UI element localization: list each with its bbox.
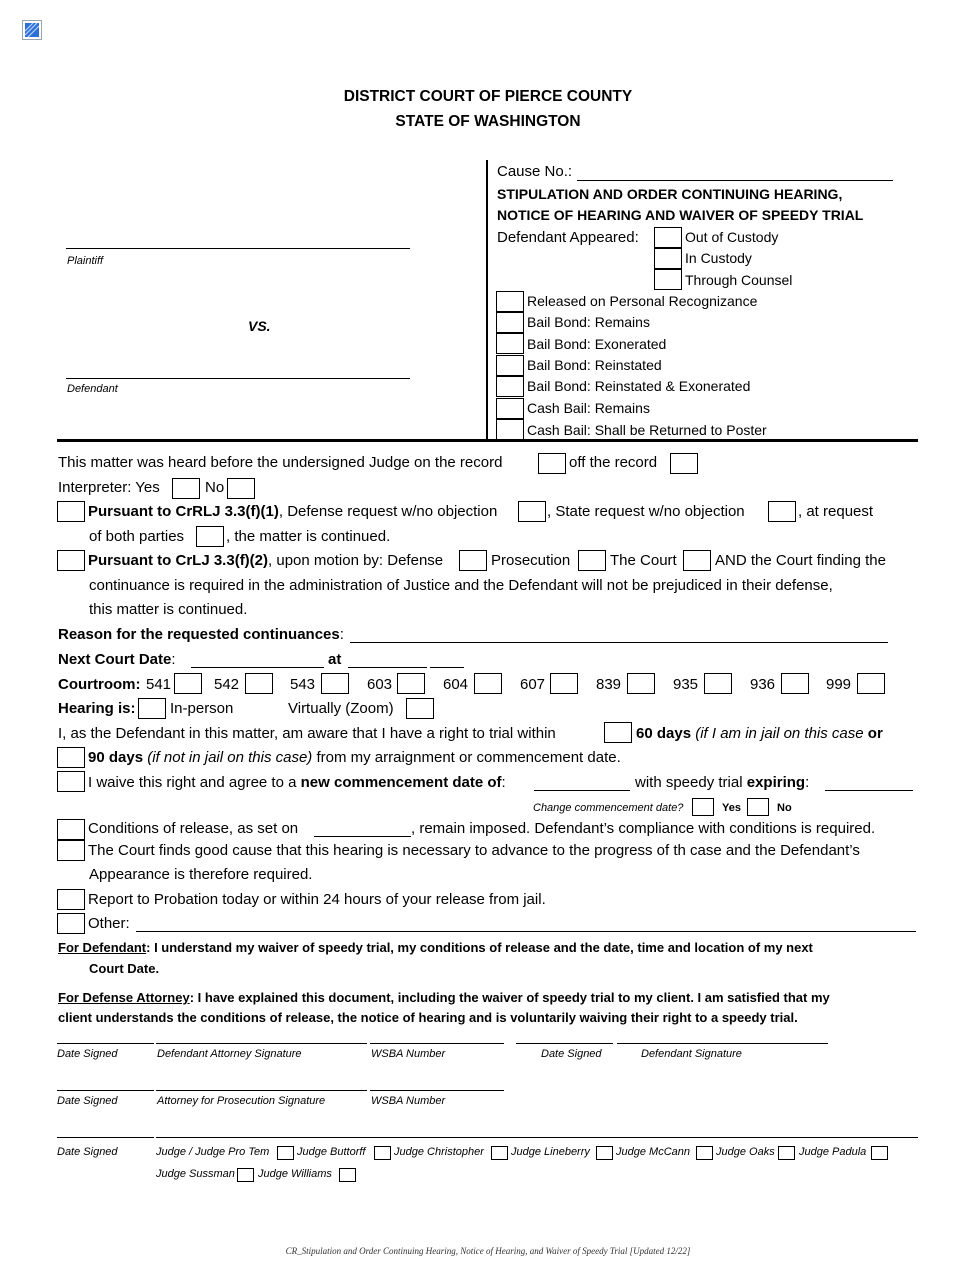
off-record-checkbox[interactable]	[670, 453, 698, 474]
state-request-label: , State request w/no objection	[547, 503, 745, 520]
courtroom-839-checkbox[interactable]	[627, 673, 655, 694]
virtual-checkbox[interactable]	[406, 698, 434, 719]
interpreter-label: Interpreter: Yes	[58, 479, 160, 496]
ninety-days-label: 90 days	[88, 749, 144, 766]
ninety-days-line	[88, 749, 621, 766]
crrlj-331-title: Pursuant to CrRLJ 3.3(f)(1)	[88, 503, 279, 520]
reason-field[interactable]	[350, 642, 888, 643]
judge-pro-tem-checkbox[interactable]	[277, 1146, 294, 1160]
in-person-checkbox[interactable]	[138, 698, 166, 719]
courtroom-number: 604	[443, 676, 469, 693]
waive-text: I waive this right and agree to a	[88, 774, 297, 791]
state-name: STATE OF WASHINGTON	[395, 113, 581, 130]
hearing-is-label: Hearing is:	[58, 700, 136, 717]
conditions-date-field[interactable]	[314, 836, 411, 837]
sixty-days-label: 60 days	[636, 725, 692, 742]
judge-option-label: Judge Buttorff	[297, 1146, 366, 1158]
prosecution-signature-field[interactable]	[156, 1090, 367, 1091]
next-court-date-colon: :	[171, 651, 176, 668]
good-cause-line1: The Court finds good cause that this hearing is necessary to advance to the progress of th case and the Defendant’s	[88, 842, 860, 859]
next-court-date-title: Next Court Date	[58, 651, 172, 668]
defendant-label: Defendant	[67, 383, 118, 395]
court-name: DISTRICT COURT OF PIERCE COUNTY	[343, 88, 633, 105]
defendant-signature-label: Defendant Signature	[641, 1048, 742, 1060]
judge-option-label: Judge Christopher	[394, 1146, 484, 1158]
defendant-signature-field[interactable]	[617, 1043, 828, 1044]
judge-padula-checkbox[interactable]	[871, 1146, 888, 1160]
expiring-date-field[interactable]	[825, 790, 913, 791]
crlj-332-title: Pursuant to CrLJ 3.3(f)(2)	[88, 552, 269, 569]
judge-option-label: Judge / Judge Pro Tem	[156, 1146, 270, 1158]
arraignment-text: from my arraignment or commencement date.	[316, 749, 621, 766]
aware-text: I, as the Defendant in this matter, am aware that I have a right to trial within	[58, 725, 556, 742]
crlj-332-line	[88, 552, 443, 569]
defendant-ack-line1	[58, 940, 813, 955]
continuance-text-line2: continuance is required in the administration of Justice and the Defendant will not be prejudiced in their defense,	[89, 577, 833, 594]
judge-option-label: Judge McCann	[616, 1146, 690, 1158]
heard-text: This matter was heard before the undersigned Judge on the record	[58, 454, 503, 471]
courtroom-number: 999	[826, 676, 852, 693]
expiring-colon: :	[805, 774, 810, 791]
change-yes-label: Yes	[722, 802, 741, 814]
courtroom-999-checkbox[interactable]	[857, 673, 885, 694]
through-counsel-label: Through Counsel	[685, 272, 793, 288]
courtroom-541-checkbox[interactable]	[174, 673, 202, 694]
defendant-ack-text: : I understand my waiver of speedy trial, my conditions of release and the date, time and location of my next	[146, 940, 813, 955]
expiring-label: expiring	[746, 774, 806, 791]
continuance-text-line3: this matter is continued.	[89, 601, 248, 618]
courtroom-number: 607	[520, 676, 546, 693]
bail-bond-reinstated-exonerated-checkbox[interactable]	[496, 376, 524, 397]
judge-option-label: Judge Oaks	[716, 1146, 775, 1158]
court-time-field[interactable]	[348, 667, 427, 668]
crlj-332-motion: , upon motion by: Defense	[268, 552, 444, 569]
plaintiff-label: Plaintiff	[67, 255, 104, 267]
courtroom-603-checkbox[interactable]	[397, 673, 425, 694]
judge-oaks-checkbox[interactable]	[778, 1146, 795, 1160]
matter-continued-label: , the matter is continued.	[226, 528, 391, 545]
reason-colon: :	[339, 626, 344, 643]
defense-attorney-signature-field[interactable]	[156, 1043, 367, 1044]
courtroom-543-checkbox[interactable]	[321, 673, 349, 694]
judge-date-signed-field[interactable]	[57, 1137, 154, 1138]
judge-option-label: Judge Sussman	[156, 1168, 235, 1180]
wsba-number-label: WSBA Number	[371, 1048, 446, 1060]
footer-text: CR_Stipulation and Order Continuing Hearing, Notice of Hearing, and Waiver of Speedy Trial [Updated 12/22]	[285, 1246, 691, 1256]
cause-no-label: Cause No.:	[497, 163, 573, 180]
on-record-checkbox[interactable]	[538, 453, 566, 474]
judge-williams-checkbox[interactable]	[339, 1168, 356, 1182]
defendant-ack-line2: Court Date.	[89, 961, 160, 976]
probation-checkbox[interactable]	[57, 889, 85, 910]
for-defendant-label: For Defendant	[58, 940, 147, 955]
cash-bail-returned-checkbox[interactable]	[496, 419, 524, 440]
for-defense-attorney-label: For Defense Attorney	[58, 990, 190, 1005]
motion-court-label: The Court	[610, 552, 677, 569]
good-cause-checkbox[interactable]	[57, 840, 85, 861]
judge-sussman-checkbox[interactable]	[237, 1168, 254, 1182]
other-checkbox[interactable]	[57, 913, 85, 934]
bail-bond-remains-checkbox[interactable]	[496, 312, 524, 333]
waive-checkbox[interactable]	[57, 771, 85, 792]
at-request-label: , at request	[798, 503, 874, 520]
cash-bail-remains-checkbox[interactable]	[496, 398, 524, 419]
courtroom-number: 603	[367, 676, 393, 693]
defense-request-checkbox[interactable]	[518, 501, 546, 522]
appeared-label: Defendant Appeared:	[497, 229, 639, 246]
other-field[interactable]	[136, 931, 916, 932]
virtual-label: Virtually (Zoom)	[288, 700, 394, 717]
other-label: Other:	[88, 915, 130, 932]
release-option-label: Bail Bond: Reinstated & Exonerated	[527, 378, 751, 394]
release-option-label: Released on Personal Recognizance	[527, 293, 758, 309]
out-of-custody-checkbox[interactable]	[654, 227, 682, 248]
crrlj-331-line	[88, 503, 497, 520]
in-custody-checkbox[interactable]	[654, 248, 682, 269]
defense-attorney-signature-label: Defendant Attorney Signature	[157, 1048, 302, 1060]
good-cause-line2: Appearance is therefore required.	[89, 866, 313, 883]
motion-prosecution-checkbox[interactable]	[578, 550, 606, 571]
motion-defense-checkbox[interactable]	[459, 550, 487, 571]
courtroom-936-checkbox[interactable]	[781, 673, 809, 694]
conditions-label: Conditions of release, as set on	[88, 820, 299, 837]
new-commencement-date-field[interactable]	[534, 790, 630, 791]
both-parties-checkbox[interactable]	[196, 526, 224, 547]
bail-bond-exonerated-checkbox[interactable]	[496, 333, 524, 354]
release-option-label: Cash Bail: Remains	[527, 400, 650, 416]
defendant-date-signed-field[interactable]	[516, 1043, 613, 1044]
change-no-label: No	[777, 802, 792, 814]
at-label: at	[328, 651, 342, 668]
waive-colon: :	[501, 774, 506, 791]
prosecution-signature-label: Attorney for Prosecution Signature	[157, 1095, 326, 1107]
through-counsel-checkbox[interactable]	[654, 269, 682, 290]
courtroom-number: 936	[750, 676, 776, 693]
courtroom-number: 935	[673, 676, 699, 693]
judge-option-label: Judge Padula	[799, 1146, 867, 1158]
release-pr-checkbox[interactable]	[496, 291, 524, 312]
conditions-checkbox[interactable]	[57, 819, 85, 840]
crrlj-331-checkbox[interactable]	[57, 501, 85, 522]
interpreter-no-label: No	[205, 479, 225, 496]
release-option-label: Bail Bond: Reinstated	[527, 357, 662, 373]
courtroom-label: Courtroom:	[58, 676, 141, 693]
judge-signature-field[interactable]	[156, 1137, 918, 1138]
courtroom-number: 541	[146, 676, 172, 693]
change-commencement-yes-checkbox[interactable]	[692, 798, 714, 816]
next-court-date-label	[58, 651, 176, 668]
wsba-number-label: WSBA Number	[371, 1095, 446, 1107]
sixty-days-checkbox[interactable]	[604, 722, 632, 743]
interpreter-yes-checkbox[interactable]	[172, 478, 200, 499]
courtroom-number: 839	[596, 676, 622, 693]
cause-no-field[interactable]	[577, 180, 893, 181]
judge-lineberry-checkbox[interactable]	[596, 1146, 613, 1160]
date-signed-label: Date Signed	[541, 1048, 602, 1060]
release-option-label: Bail Bond: Remains	[527, 314, 650, 330]
date-signed-label: Date Signed	[57, 1095, 118, 1107]
crlj-332-checkbox[interactable]	[57, 550, 85, 571]
attorney-ack-line1	[58, 990, 830, 1005]
reason-label	[58, 626, 344, 643]
speedy-trial-text: with speedy trial	[635, 774, 743, 791]
motion-court-checkbox[interactable]	[683, 550, 711, 571]
next-court-date-field[interactable]	[191, 667, 324, 668]
ninety-days-checkbox[interactable]	[57, 747, 85, 768]
change-commencement-label: Change commencement date?	[533, 802, 684, 814]
judge-christopher-checkbox[interactable]	[491, 1146, 508, 1160]
defendant-line[interactable]	[66, 378, 410, 379]
prosecution-wsba-field[interactable]	[370, 1090, 504, 1091]
courtroom-542-checkbox[interactable]	[245, 673, 273, 694]
both-parties-label: of both parties	[89, 528, 185, 545]
judge-option-label: Judge Williams	[258, 1168, 332, 1180]
motion-prosecution-label: Prosecution	[491, 552, 571, 569]
judge-option-label: Judge Lineberry	[511, 1146, 590, 1158]
conditions-rest: , remain imposed. Defendant’s compliance with conditions is required.	[411, 820, 876, 837]
in-jail-text: (if I am in jail on this case	[695, 725, 864, 742]
caption-divider	[486, 160, 488, 441]
interpreter-no-checkbox[interactable]	[227, 478, 255, 499]
caption-bottom-rule	[57, 439, 918, 442]
courtroom-935-checkbox[interactable]	[704, 673, 732, 694]
court-finding-label: AND the Court finding the	[715, 552, 886, 569]
document-title-line2: NOTICE OF HEARING AND WAIVER OF SPEEDY TRIAL	[497, 207, 864, 223]
judge-buttorff-checkbox[interactable]	[374, 1146, 391, 1160]
release-option-label: Cash Bail: Shall be Returned to Poster	[527, 422, 767, 438]
date-signed-field[interactable]	[57, 1043, 154, 1044]
courtroom-607-checkbox[interactable]	[550, 673, 578, 694]
in-person-label: In-person	[170, 700, 234, 717]
release-option-label: Bail Bond: Exonerated	[527, 336, 667, 352]
vs-label: VS.	[248, 318, 271, 334]
date-signed-label: Date Signed	[57, 1146, 118, 1158]
document-logo-icon	[22, 20, 42, 40]
change-commencement-no-checkbox[interactable]	[747, 798, 769, 816]
plaintiff-line[interactable]	[66, 248, 410, 249]
courtroom-number: 542	[214, 676, 240, 693]
judge-mccann-checkbox[interactable]	[696, 1146, 713, 1160]
court-time-ampm-field[interactable]	[430, 667, 464, 668]
not-in-jail-text: (if not in jail on this case)	[147, 749, 313, 766]
state-request-checkbox[interactable]	[768, 501, 796, 522]
date-signed-label: Date Signed	[57, 1048, 118, 1060]
probation-label: Report to Probation today or within 24 hours of your release from jail.	[88, 891, 546, 908]
off-record-label: off the record	[569, 454, 658, 471]
waive-line	[88, 774, 506, 791]
attorney-ack-line2: client understands the conditions of release, the notice of hearing and is voluntarily waiving their right to a speedy trial.	[58, 1010, 798, 1025]
crrlj-331-defense: , Defense request w/no objection	[278, 503, 498, 520]
prosecution-date-signed-field[interactable]	[57, 1090, 154, 1091]
speedy-expiring-line	[635, 774, 809, 791]
document-title-line1: STIPULATION AND ORDER CONTINUING HEARING,	[497, 186, 843, 202]
wsba-number-field[interactable]	[370, 1043, 504, 1044]
sixty-days-line	[636, 725, 883, 742]
in-custody-label: In Custody	[685, 250, 752, 266]
or-text: or	[867, 725, 883, 742]
reason-title: Reason for the requested continuances	[58, 626, 340, 643]
out-of-custody-label: Out of Custody	[685, 229, 779, 245]
bail-bond-reinstated-checkbox[interactable]	[496, 355, 524, 376]
courtroom-604-checkbox[interactable]	[474, 673, 502, 694]
courtroom-number: 543	[290, 676, 316, 693]
attorney-ack-text: : I have explained this document, including the waiver of speedy trial to my client. I am satisfied that my	[189, 990, 830, 1005]
new-commencement-label: new commencement date of	[300, 774, 502, 791]
